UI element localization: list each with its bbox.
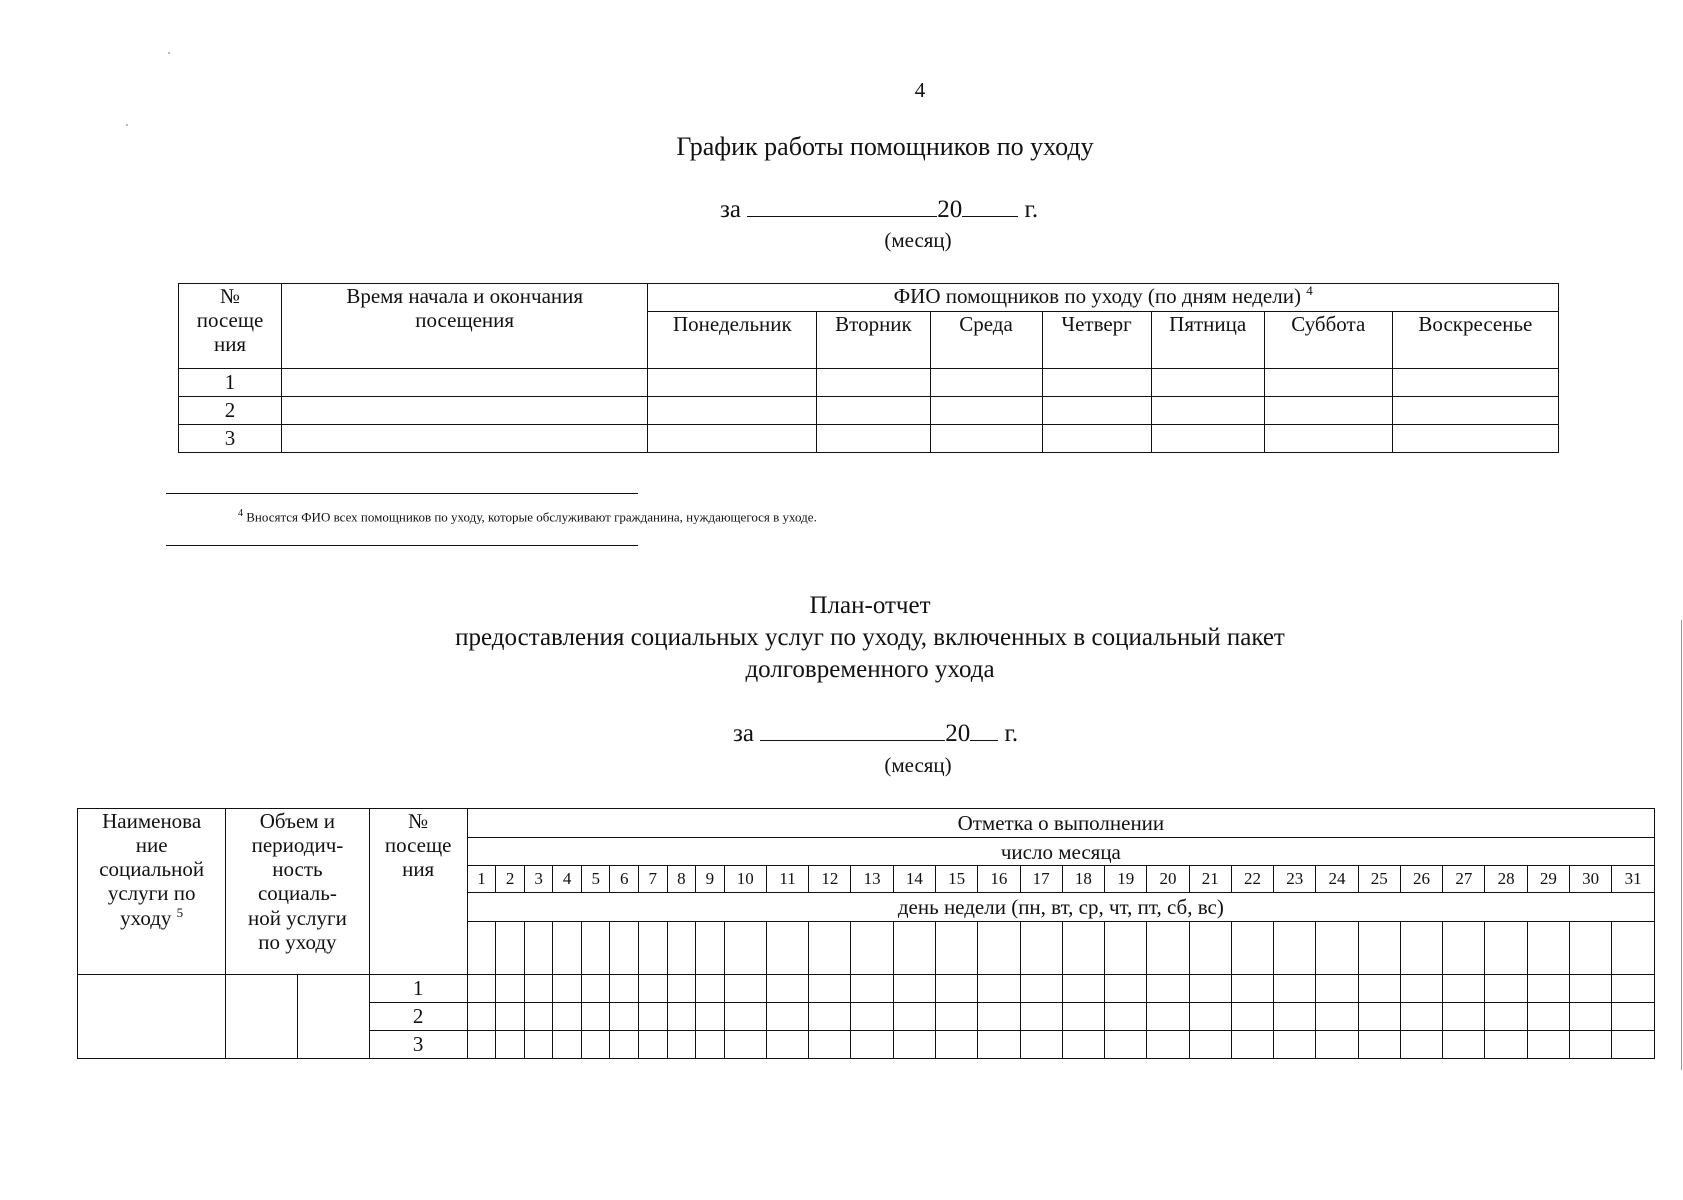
empty-cell [1264, 425, 1392, 453]
day-number-cell: 5 [581, 866, 610, 892]
schedule-month-caption: (месяц) [884, 228, 952, 252]
header-volume-line: ность [272, 857, 323, 882]
day-number-cell: 22 [1231, 866, 1273, 892]
empty-cell [282, 397, 648, 425]
mark-cell [1189, 975, 1231, 1003]
mark-cell [1612, 1003, 1655, 1031]
header-assistants-group-label: ФИО помощников по уходу (по дням недели) [893, 284, 1301, 308]
mark-cell [1274, 975, 1316, 1003]
mark-cell [1443, 1031, 1485, 1059]
row-number: 3 [369, 1031, 467, 1059]
header-visit-number [179, 284, 282, 369]
mark-cell [1358, 1031, 1400, 1059]
month-blank [760, 720, 945, 741]
mark-cell [524, 1031, 553, 1059]
plan-year-suffix: г. [1004, 720, 1019, 747]
weekday-cell [766, 921, 808, 974]
header-weekday-tuesday: Вторник [817, 312, 930, 369]
mark-cell [1147, 1003, 1189, 1031]
mark-cell [467, 975, 496, 1003]
mark-cell [524, 1003, 553, 1031]
mark-cell [978, 1031, 1020, 1059]
scan-speck [168, 52, 170, 54]
header-day-of-month: число месяца [467, 838, 1654, 866]
mark-cell [724, 1031, 766, 1059]
mark-cell [667, 1003, 696, 1031]
day-number-cell: 29 [1527, 866, 1569, 892]
mark-cell [1105, 1031, 1147, 1059]
empty-cell [1264, 397, 1392, 425]
mark-cell [696, 1031, 725, 1059]
mark-cell [1147, 975, 1189, 1003]
mark-cell [1527, 1003, 1569, 1031]
day-number-cell: 14 [893, 866, 935, 892]
footnote-mark: 4 [238, 508, 243, 519]
header-weekday-friday: Пятница [1151, 312, 1264, 369]
service-name-cell [78, 975, 226, 1059]
day-number-cell: 17 [1020, 866, 1062, 892]
mark-cell [467, 1031, 496, 1059]
day-number-cell: 10 [724, 866, 766, 892]
day-number-cell: 25 [1358, 866, 1400, 892]
mark-cell [724, 1003, 766, 1031]
schedule-period-prefix: за [720, 196, 741, 223]
weekday-cell [724, 921, 766, 974]
day-number-cell: 1 [467, 866, 496, 892]
mark-cell [1358, 1003, 1400, 1031]
mark-cell [467, 1003, 496, 1031]
weekday-cell [809, 921, 851, 974]
empty-cell [930, 425, 1042, 453]
day-number-cell: 24 [1316, 866, 1358, 892]
header-weekday-caption: день недели (пн, вт, ср, чт, пт, сб, вс) [467, 892, 1654, 921]
day-number-cell: 20 [1147, 866, 1189, 892]
plan-period-prefix: за [733, 720, 754, 747]
mark-cell [1569, 1031, 1611, 1059]
empty-cell [648, 397, 817, 425]
mark-cell [766, 975, 808, 1003]
mark-cell [809, 1031, 851, 1059]
mark-cell [1316, 1031, 1358, 1059]
mark-cell [553, 1031, 582, 1059]
row-number: 2 [179, 397, 282, 425]
day-number-cell: 30 [1569, 866, 1611, 892]
schedule-title: График работы помощников по уходу [676, 132, 1094, 161]
mark-cell [1400, 1003, 1442, 1031]
table-row [179, 369, 1559, 397]
mark-cell [936, 1003, 978, 1031]
schedule-year-prefix: 20 [937, 196, 963, 223]
mark-cell [1612, 975, 1655, 1003]
mark-cell [766, 1003, 808, 1031]
empty-cell [1264, 369, 1392, 397]
mark-cell [851, 1031, 893, 1059]
weekday-cell [1316, 921, 1358, 974]
day-number-cell: 9 [696, 866, 725, 892]
weekday-cell [936, 921, 978, 974]
weekday-cell [1062, 921, 1104, 974]
weekday-cell [1147, 921, 1189, 974]
weekday-cell [1020, 921, 1062, 974]
mark-cell [696, 1003, 725, 1031]
mark-cell [496, 975, 525, 1003]
volume-cell [226, 975, 298, 1059]
mark-cell [1569, 975, 1611, 1003]
header-weekday-wednesday: Среда [930, 312, 1042, 369]
mark-cell [1020, 975, 1062, 1003]
mark-cell [1105, 1003, 1147, 1031]
header-completion: Отметка о выполнении [467, 809, 1654, 838]
periodicity-cell [298, 975, 369, 1059]
table-row [179, 397, 1559, 425]
footnote-separator-bottom [166, 545, 638, 546]
mark-cell [667, 975, 696, 1003]
empty-cell [1151, 425, 1264, 453]
mark-cell [610, 975, 639, 1003]
mark-cell [1274, 1003, 1316, 1031]
header-visit-time-line: Время начала и окончания [346, 284, 584, 308]
header-volume-line: по уходу [258, 929, 337, 954]
mark-cell [1316, 1003, 1358, 1031]
day-number-cell: 27 [1443, 866, 1485, 892]
mark-cell [1189, 1031, 1231, 1059]
day-number-cell: 12 [809, 866, 851, 892]
mark-cell [524, 975, 553, 1003]
plan-month-caption: (месяц) [884, 753, 952, 777]
schedule-table [178, 283, 1559, 453]
empty-cell [817, 369, 930, 397]
header-service-name-line: Наименова [102, 809, 202, 833]
mark-cell [1485, 1003, 1527, 1031]
day-number-cell: 28 [1485, 866, 1527, 892]
row-number: 3 [179, 425, 282, 453]
table-row [78, 975, 1655, 1003]
mark-cell [1062, 975, 1104, 1003]
schedule-year-suffix: г. [1024, 196, 1039, 223]
empty-cell [1392, 425, 1558, 453]
mark-cell [936, 1031, 978, 1059]
mark-cell [1569, 1003, 1611, 1031]
empty-cell [1151, 369, 1264, 397]
weekday-cell [851, 921, 893, 974]
year-blank [962, 196, 1018, 217]
header-volume [226, 809, 369, 975]
row-number: 1 [369, 975, 467, 1003]
weekday-cell [696, 921, 725, 974]
mark-cell [1527, 975, 1569, 1003]
scan-speck [126, 124, 128, 126]
mark-cell [893, 1031, 935, 1059]
weekday-cell [1105, 921, 1147, 974]
header-volume-line: ной услуги [247, 905, 347, 930]
empty-cell [1151, 397, 1264, 425]
mark-cell [553, 975, 582, 1003]
mark-cell [1358, 975, 1400, 1003]
weekday-cell [1231, 921, 1273, 974]
empty-cell [648, 425, 817, 453]
mark-cell [496, 1003, 525, 1031]
weekday-cell [1569, 921, 1611, 974]
weekday-cell [496, 921, 525, 974]
mark-cell [1527, 1031, 1569, 1059]
weekday-cell [581, 921, 610, 974]
mark-cell [496, 1031, 525, 1059]
mark-cell [809, 975, 851, 1003]
mark-cell [610, 1003, 639, 1031]
mark-cell [1020, 1031, 1062, 1059]
day-number-cell: 19 [1105, 866, 1147, 892]
mark-cell [978, 975, 1020, 1003]
header-visit-number-line: № [220, 284, 241, 308]
year-blank [970, 720, 998, 741]
weekday-cell [467, 921, 496, 974]
weekday-cell [639, 921, 668, 974]
plan-title-line: предоставления социальных услуг по уходу, включенных в социальный пакет [455, 624, 1285, 651]
footnote-ref: 4 [1306, 283, 1313, 298]
empty-cell [817, 425, 930, 453]
header-service-name-line: услуги по [107, 881, 196, 906]
footnote [238, 508, 817, 525]
header-visit-number-line: ния [402, 857, 435, 882]
mark-cell [581, 1003, 610, 1031]
mark-cell [1274, 1031, 1316, 1059]
header-visit-number-line: ния [213, 332, 247, 357]
header-volume-line: периодич- [251, 833, 344, 858]
mark-cell [978, 1003, 1020, 1031]
mark-cell [1612, 1031, 1655, 1059]
empty-cell [1042, 397, 1151, 425]
schedule-period [720, 196, 1038, 224]
mark-cell [936, 975, 978, 1003]
mark-cell [667, 1031, 696, 1059]
mark-cell [1485, 975, 1527, 1003]
empty-cell [1042, 369, 1151, 397]
day-number-cell: 11 [766, 866, 808, 892]
weekday-cell [1527, 921, 1569, 974]
mark-cell [1147, 1031, 1189, 1059]
mark-cell [1062, 1031, 1104, 1059]
weekday-cell [524, 921, 553, 974]
mark-cell [851, 1003, 893, 1031]
mark-cell [1105, 975, 1147, 1003]
header-visit-number-line: № [408, 809, 429, 833]
header-weekday-thursday: Четверг [1042, 312, 1151, 369]
header-service-name [78, 809, 226, 975]
mark-cell [581, 1031, 610, 1059]
mark-cell [724, 975, 766, 1003]
plan-table [77, 808, 1655, 1059]
header-visit-number-line: посеще [196, 308, 264, 333]
weekday-cell [1274, 921, 1316, 974]
empty-cell [282, 425, 648, 453]
empty-cell [1392, 397, 1558, 425]
header-service-name-line [78, 906, 225, 930]
plan-title-line: План-отчет [809, 592, 931, 619]
header-weekday-sunday: Воскресенье [1392, 312, 1558, 369]
weekday-cell [1443, 921, 1485, 974]
header-volume-line: социаль- [257, 881, 337, 906]
mark-cell [851, 975, 893, 1003]
day-number-cell: 15 [936, 866, 978, 892]
mark-cell [696, 975, 725, 1003]
mark-cell [1485, 1031, 1527, 1059]
mark-cell [1443, 1003, 1485, 1031]
mark-cell [1316, 975, 1358, 1003]
day-number-cell: 3 [524, 866, 553, 892]
footnote-separator-top [166, 493, 638, 494]
mark-cell [639, 1031, 668, 1059]
mark-cell [1443, 975, 1485, 1003]
day-number-cell: 21 [1189, 866, 1231, 892]
header-service-name-last: уходу [120, 905, 172, 930]
weekday-cell [893, 921, 935, 974]
scan-margin-line [1681, 620, 1682, 1070]
day-number-cell: 6 [610, 866, 639, 892]
row-number: 1 [179, 369, 282, 397]
empty-cell [648, 369, 817, 397]
page-number: 4 [914, 78, 926, 102]
mark-cell [1062, 1003, 1104, 1031]
mark-cell [1231, 975, 1273, 1003]
day-number-cell: 16 [978, 866, 1020, 892]
mark-cell [553, 1003, 582, 1031]
empty-cell [930, 397, 1042, 425]
mark-cell [1400, 1031, 1442, 1059]
footnote-ref: 5 [176, 904, 184, 920]
day-number-cell: 7 [639, 866, 668, 892]
day-number-cell: 31 [1612, 866, 1655, 892]
day-number-cell: 18 [1062, 866, 1104, 892]
table-row [179, 425, 1559, 453]
mark-cell [893, 1003, 935, 1031]
mark-cell [809, 1003, 851, 1031]
empty-cell [282, 369, 648, 397]
weekday-cell [610, 921, 639, 974]
header-weekday-saturday: Суббота [1264, 312, 1392, 369]
weekday-cell [553, 921, 582, 974]
row-number: 2 [369, 1003, 467, 1031]
weekday-cell [1612, 921, 1655, 974]
mark-cell [639, 975, 668, 1003]
plan-year-prefix: 20 [945, 720, 971, 747]
empty-cell [1392, 369, 1558, 397]
header-service-name-line: ние [135, 833, 168, 858]
empty-cell [1042, 425, 1151, 453]
day-number-cell: 26 [1400, 866, 1442, 892]
header-visit-time [282, 284, 648, 369]
mark-cell [1231, 1003, 1273, 1031]
weekday-cell [1485, 921, 1527, 974]
mark-cell [610, 1031, 639, 1059]
plan-title-line: долговременного ухода [745, 656, 995, 683]
month-blank [747, 196, 937, 217]
weekday-cell [1189, 921, 1231, 974]
empty-cell [930, 369, 1042, 397]
mark-cell [1400, 975, 1442, 1003]
day-number-cell: 13 [851, 866, 893, 892]
day-number-cell: 2 [496, 866, 525, 892]
mark-cell [1189, 1003, 1231, 1031]
mark-cell [581, 975, 610, 1003]
header-visit-time-line: посещения [415, 308, 515, 333]
mark-cell [1020, 1003, 1062, 1031]
day-number-cell: 23 [1274, 866, 1316, 892]
day-number-cell: 8 [667, 866, 696, 892]
mark-cell [1231, 1031, 1273, 1059]
footnote-text: Вносятся ФИО всех помощников по уходу, которые обслуживают гражданина, нуждающегося в уходе. [246, 509, 817, 525]
weekday-cell [1400, 921, 1442, 974]
plan-period [733, 720, 1018, 748]
weekday-cell [978, 921, 1020, 974]
mark-cell [893, 975, 935, 1003]
header-weekday-monday: Понедельник [648, 312, 817, 369]
mark-cell [639, 1003, 668, 1031]
header-visit-number [369, 809, 467, 975]
mark-cell [766, 1031, 808, 1059]
header-service-name-line: социальной [99, 857, 205, 882]
header-volume-line: Объем и [259, 809, 336, 833]
empty-cell [817, 397, 930, 425]
header-visit-number-line: посеще [384, 833, 452, 858]
weekday-cell [1358, 921, 1400, 974]
header-assistants-group [648, 284, 1559, 312]
weekday-cell [667, 921, 696, 974]
day-number-cell: 4 [553, 866, 582, 892]
plan-title [300, 590, 1440, 686]
